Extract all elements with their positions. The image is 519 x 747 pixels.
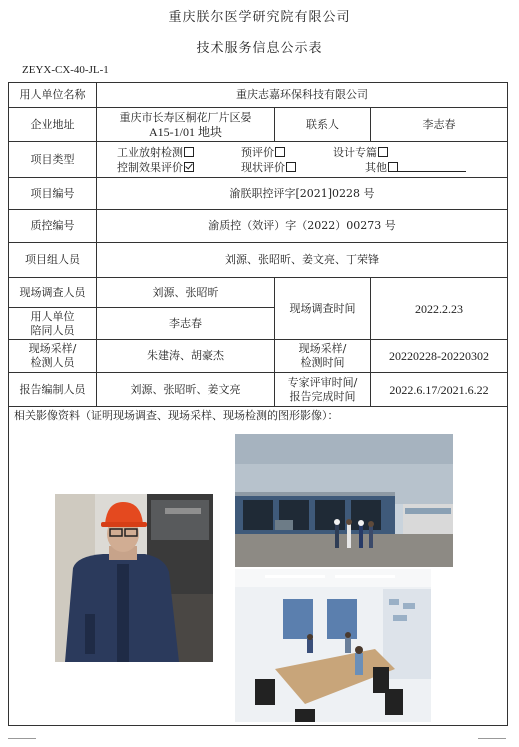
sampling-time-label-line-1: 现场采样/ xyxy=(298,342,347,355)
report-staff-value: 刘源、张昭昕、姜文亮 xyxy=(97,373,275,407)
option-pre-assessment[interactable] xyxy=(241,146,285,160)
address-line-2: A15-1/01 地块 xyxy=(149,124,222,139)
worker-portrait-image xyxy=(55,494,213,662)
row-sampling xyxy=(9,340,508,373)
survey-time-value: 2022.2.23 xyxy=(371,278,508,340)
row-address xyxy=(9,108,508,142)
checkbox-icon[interactable] xyxy=(275,147,285,157)
row-photos xyxy=(9,407,508,726)
footer-line-left xyxy=(8,738,36,739)
row-team xyxy=(9,243,508,278)
sampling-time-label xyxy=(275,340,371,373)
row-project-no xyxy=(9,178,508,210)
info-table xyxy=(8,82,508,726)
project-type-options xyxy=(97,142,508,178)
review-time-label-line-2: 报告完成时间 xyxy=(289,389,356,403)
sampling-time-value: 20220228-20220302 xyxy=(371,340,508,373)
meeting-room-image xyxy=(235,569,431,722)
site-survey-image xyxy=(235,434,453,567)
option-label: 其他 xyxy=(365,160,387,174)
option-label: 工业放射检测 xyxy=(117,145,183,159)
document-code: ZEYX-CX-40-JL-1 xyxy=(22,64,109,76)
team-value: 刘源、张昭昕、姜文亮、丁荣锋 xyxy=(97,243,508,278)
photo-worker-portrait xyxy=(55,494,213,662)
photos-label: 相关影像资料（证明现场调查、现场采样、现场检测的图形影像）： xyxy=(14,409,339,422)
row-report xyxy=(9,373,508,407)
address-label: 企业地址 xyxy=(9,108,97,142)
checkbox-icon[interactable] xyxy=(184,147,194,157)
address-line-1: 重庆市长寿区桐花厂片区晏 xyxy=(119,110,252,124)
option-status-assessment[interactable] xyxy=(241,161,296,175)
row-project-type xyxy=(9,142,508,178)
contact-value: 李志春 xyxy=(371,108,508,142)
row-survey-staff xyxy=(9,278,508,308)
option-label: 现状评价 xyxy=(241,160,285,174)
address-value xyxy=(97,108,275,142)
qc-no-value: 渝质控（效评）字（2022）00273 号 xyxy=(97,210,508,243)
sampling-staff-label xyxy=(9,340,97,373)
client-value: 重庆志嘉环保科技有限公司 xyxy=(97,83,508,108)
option-other[interactable] xyxy=(365,161,466,175)
photos-cell xyxy=(9,407,508,726)
report-staff-label: 报告编制人员 xyxy=(9,373,97,407)
checkbox-icon[interactable] xyxy=(388,162,398,172)
project-no-value: 渝朕职控评字[2021]0228 号 xyxy=(97,178,508,210)
sampling-time-label-line-2: 检测时间 xyxy=(300,356,345,369)
review-time-label xyxy=(275,373,371,407)
sampling-staff-label-line-2: 检测人员 xyxy=(30,356,75,369)
escort-value: 李志春 xyxy=(97,308,275,340)
survey-staff-label: 现场调查人员 xyxy=(9,278,97,308)
checkbox-icon[interactable] xyxy=(378,147,388,157)
photo-site-survey xyxy=(235,434,453,567)
sampling-staff-label-line-1: 现场采样/ xyxy=(28,342,77,355)
review-time-value: 2022.6.17/2021.6.22 xyxy=(371,373,508,407)
document-title: 技术服务信息公示表 xyxy=(196,41,323,56)
option-label: 预评价 xyxy=(241,145,274,159)
option-label: 控制效果评价 xyxy=(117,160,183,174)
escort-label-line-2: 陪同人员 xyxy=(30,323,75,337)
sampling-staff-value: 朱建涛、胡豪杰 xyxy=(97,340,275,373)
footer-line-right xyxy=(478,738,506,739)
project-type-label: 项目类型 xyxy=(9,142,97,178)
photo-meeting-room xyxy=(235,569,431,722)
row-client xyxy=(9,83,508,108)
survey-staff-value: 刘源、张昭昕 xyxy=(97,278,275,308)
client-label: 用人单位名称 xyxy=(9,83,97,108)
option-control-effect[interactable] xyxy=(117,161,194,175)
review-time-label-line-1: 专家评审时间/ xyxy=(287,375,358,389)
qc-no-label: 质控编号 xyxy=(9,210,97,243)
team-label: 项目组人员 xyxy=(9,243,97,278)
other-blank-line xyxy=(398,161,466,172)
project-no-label: 项目编号 xyxy=(9,178,97,210)
escort-label-line-1: 用人单位 xyxy=(30,309,75,323)
escort-label xyxy=(9,308,97,340)
option-industrial-radiation[interactable] xyxy=(117,146,194,160)
organization-name: 重庆朕尔医学研究院有限公司 xyxy=(168,10,351,25)
option-label: 设计专篇 xyxy=(333,145,377,159)
survey-time-label: 现场调查时间 xyxy=(275,278,371,340)
option-design-chapter[interactable] xyxy=(333,146,388,160)
checkbox-icon[interactable] xyxy=(286,162,296,172)
row-qc-no xyxy=(9,210,508,243)
checkbox-checked-icon[interactable] xyxy=(184,162,194,172)
contact-label: 联系人 xyxy=(275,108,371,142)
